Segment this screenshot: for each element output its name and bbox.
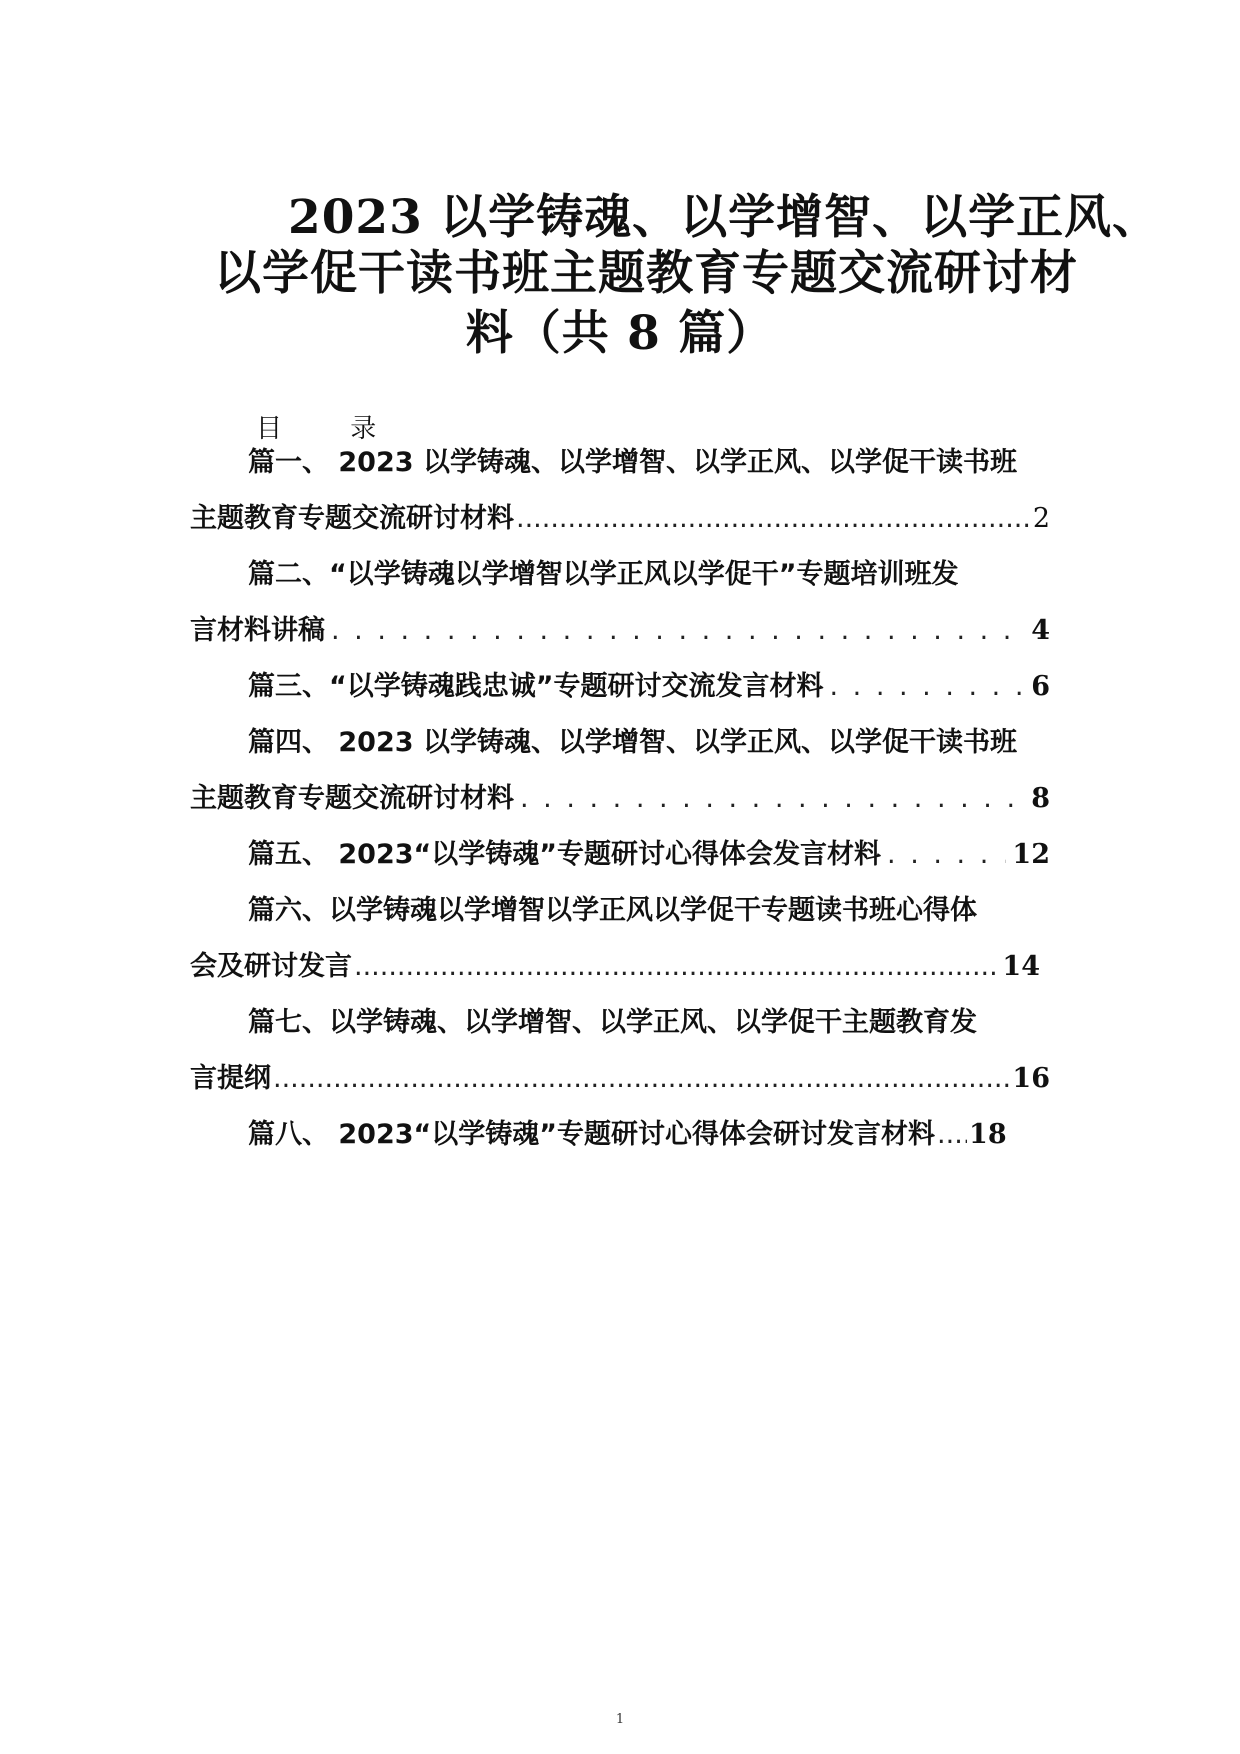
- toc-entry-7-line-1[interactable]: [248, 1003, 1050, 1043]
- toc-entry-4-line-2[interactable]: [190, 779, 1050, 819]
- toc-entry-4-title-b: 主题教育专题交流研讨材料: [190, 783, 514, 814]
- toc-entry-4-title-a: 篇四、 2023 以学铸魂、以学增智、以学正风、以学促干读书班: [248, 727, 1017, 758]
- toc-leader: [830, 667, 1026, 707]
- toc-entry-6-line-1[interactable]: [248, 891, 1050, 931]
- toc-entry-7-title-b: 言提纲: [190, 1063, 271, 1094]
- toc-leader: [273, 1059, 1010, 1099]
- page-number: 1: [615, 1712, 625, 1727]
- toc-leader: [937, 1115, 967, 1155]
- toc-entry-7-line-2[interactable]: [190, 1059, 1050, 1099]
- toc-entry-1-line-1[interactable]: [248, 443, 1050, 483]
- toc-entry-7-title-a: 篇七、以学铸魂、以学增智、以学正风、以学促干主题教育发: [248, 1007, 977, 1038]
- toc-entry-6-page: 14: [1002, 951, 1040, 982]
- toc-leader: [887, 835, 1006, 875]
- toc-entry-1-title-b: 主题教育专题交流研讨材料: [190, 503, 514, 534]
- toc-leader: [354, 947, 1000, 987]
- toc-entry-2-title-b: 言材料讲稿: [190, 615, 325, 646]
- toc-entry-8-page: 18: [969, 1119, 1007, 1150]
- document-title-line-1: 2023 以学铸魂、以学增智、以学正风、: [288, 190, 1161, 245]
- toc-entry-2-line-2[interactable]: [190, 611, 1050, 651]
- toc-entry-6-line-2[interactable]: [190, 947, 1040, 987]
- toc-entry-7-page: 16: [1012, 1063, 1050, 1094]
- document-title-line-3: 料（共 8 篇）: [465, 306, 775, 361]
- toc-entry-1-line-2[interactable]: [190, 499, 1050, 539]
- document-title-line-2: 以学促干读书班主题教育专题交流研讨材: [214, 246, 1078, 301]
- toc-entry-5-page: 12: [1012, 839, 1050, 870]
- toc-entry-3[interactable]: [248, 667, 1050, 707]
- toc-entry-6-title-a: 篇六、以学铸魂以学增智以学正风以学促干专题读书班心得体: [248, 895, 977, 926]
- toc-entry-3-page: 6: [1031, 671, 1050, 702]
- toc-entry-8-title: 篇八、 2023“以学铸魂”专题研讨心得体会研讨发言材料: [248, 1119, 936, 1150]
- toc-entry-1-title-a: 篇一、 2023 以学铸魂、以学增智、以学正风、以学促干读书班: [248, 447, 1017, 478]
- toc-entry-4-line-1[interactable]: [248, 723, 1050, 763]
- toc-leader: [520, 779, 1025, 819]
- toc-entry-2-page: 4: [1031, 615, 1050, 646]
- toc-entry-5-title: 篇五、 2023“以学铸魂”专题研讨心得体会发言材料: [248, 839, 882, 870]
- toc-entry-1-page: 2: [1032, 503, 1050, 534]
- toc-entry-6-title-b: 会及研讨发言: [190, 951, 352, 982]
- toc-leader: [331, 611, 1025, 651]
- toc-heading: 目 录: [256, 414, 407, 444]
- toc-entry-8[interactable]: [248, 1115, 1050, 1155]
- toc-entry-5[interactable]: [248, 835, 1050, 875]
- toc-entry-4-page: 8: [1031, 783, 1050, 814]
- toc-entry-2-line-1[interactable]: [248, 555, 1050, 595]
- toc-entry-3-title: 篇三、“以学铸魂践忠诚”专题研讨交流发言材料: [248, 671, 824, 702]
- toc-leader: [516, 499, 1031, 539]
- toc-entry-2-title-a: 篇二、“以学铸魂以学增智以学正风以学促干”专题培训班发: [248, 559, 959, 590]
